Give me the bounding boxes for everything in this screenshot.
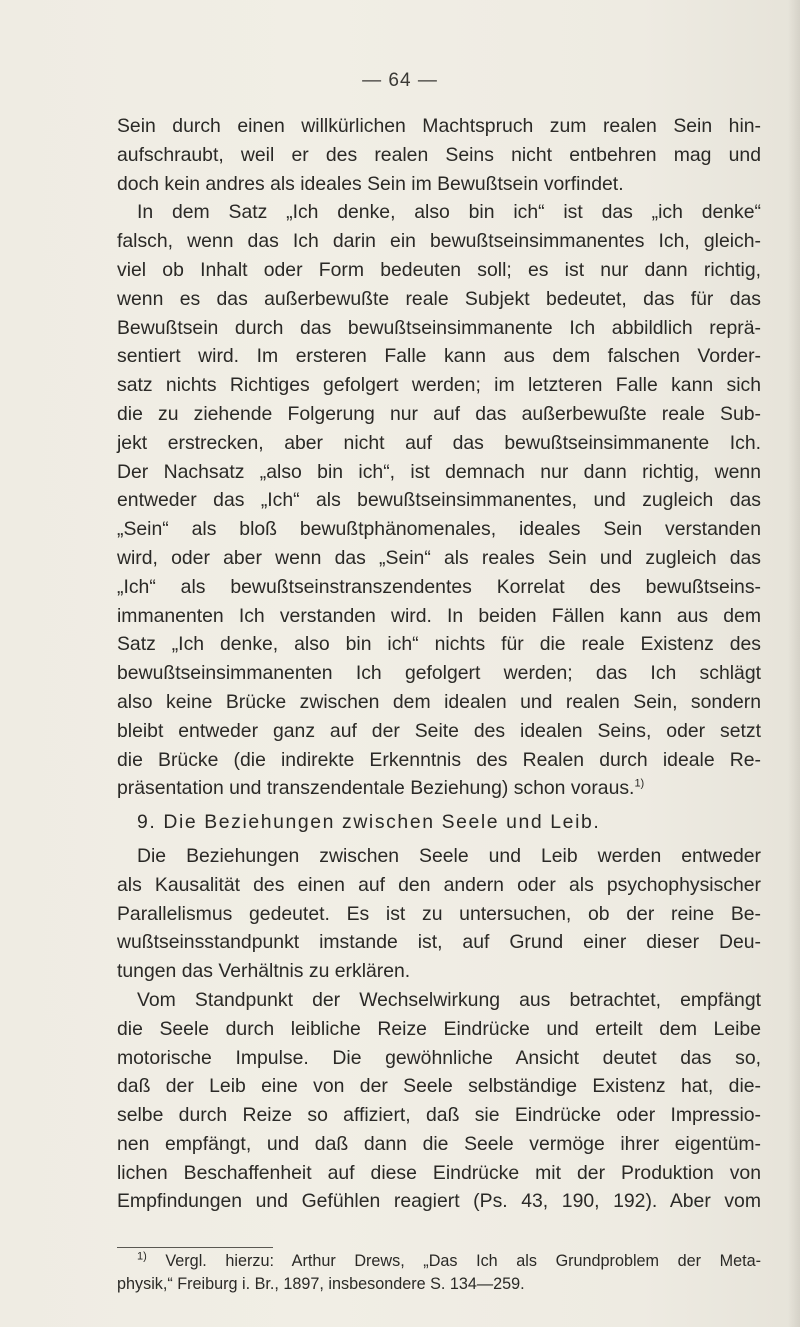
text-line: Parallelismus gedeutet. Es ist zu untersuchen, ob der reine Be- (117, 902, 761, 925)
text-line: bleibt entweder ganz auf der Seite des idealen Seins, oder setzt (117, 719, 761, 742)
text-line: aufschraubt, weil er des realen Seins nicht entbehren mag und (117, 143, 761, 166)
text-line: immanenten Ich verstanden wird. In beiden Fällen kann aus dem (117, 604, 761, 627)
page-number: — 64 — (362, 70, 438, 91)
footnote (117, 1250, 761, 1296)
text-line: Bewußtsein durch das bewußtseinsimmanente Ich abbildlich reprä- (117, 316, 761, 339)
text-line: Empfindungen und Gefühlen reagiert (Ps. 43, 190, 192). Aber vom (117, 1190, 761, 1213)
text-line: nen empfängt, und daß dann die Seele vermöge ihrer eigentüm- (117, 1132, 761, 1155)
text-line: daß der Leib eine von der Seele selbständige Existenz hat, die- (117, 1075, 761, 1098)
footnote-line (117, 1250, 761, 1273)
text-line-content: präsentation und transzendentale Beziehung) schon voraus. (117, 777, 635, 800)
text-line: wenn es das außerbewußte reale Subjekt bedeutet, das für das (117, 287, 761, 310)
text-line: bewußtseinsimmanenten Ich gefolgert werden; das Ich schlägt (117, 662, 761, 685)
section-heading: 9. Die Beziehungen zwischen Seele und Leib. (137, 811, 601, 834)
text-line: doch kein andres als ideales Sein im Bewußtsein vorfindet. (117, 172, 624, 195)
main-text (117, 112, 761, 1216)
paragraph-start-line: Vom Standpunkt der Wechselwirkung aus betrachtet, empfängt (137, 988, 761, 1011)
text-line: satz nichts Richtiges gefolgert werden; im letzteren Falle kann sich (117, 374, 761, 397)
text-line: entweder das „Ich“ als bewußtseinsimmanentes, und zugleich das (117, 489, 761, 512)
text-line: wird, oder aber wenn das „Sein“ als reales Sein und zugleich das (117, 546, 761, 569)
footnote-divider (117, 1247, 273, 1248)
paragraph-start-line: In dem Satz „Ich denke, also bin ich“ ist das „ich denke“ (137, 201, 761, 224)
footnote-text: Vergl. hierzu: Arthur Drews, „Das Ich als Grundproblem der Meta- (165, 1252, 762, 1270)
text-line: sentiert wird. Im ersteren Falle kann aus dem falschen Vorder- (117, 345, 761, 368)
text-line: die Brücke (die indirekte Erkenntnis des Realen durch ideale Re- (117, 748, 761, 771)
text-line: selbe durch Reize so affiziert, daß sie Eindrücke oder Impressio- (117, 1104, 761, 1127)
text-line: lichen Beschaffenheit auf diese Eindrücke mit der Produktion von (117, 1161, 761, 1184)
text-line: „Ich“ als bewußtseinstranszendentes Korrelat des bewußtseins- (117, 575, 761, 598)
text-line: Satz „Ich denke, also bin ich“ nichts für die reale Existenz des (117, 633, 761, 656)
text-line: motorische Impulse. Die gewöhnliche Ansicht deutet das so, (117, 1046, 761, 1069)
text-line: wußtseinsstandpunkt imstande ist, auf Grund einer dieser Deu- (117, 931, 761, 954)
text-line: die Seele durch leibliche Reize Eindrücke und erteilt dem Leibe (117, 1017, 761, 1040)
text-line: Sein durch einen willkürlichen Machtspruch zum realen Sein hin- (117, 115, 761, 137)
text-line: „Sein“ als bloß bewußtphänomenales, ideales Sein verstanden (117, 518, 761, 541)
text-line: falsch, wenn das Ich darin ein bewußtseinsimmanentes Ich, gleich- (117, 230, 761, 253)
footnote-marker: 1) (137, 1250, 147, 1263)
footnote-reference: 1) (634, 777, 645, 790)
text-line-with-footnote-ref (117, 774, 761, 803)
paragraph-start-line: Die Beziehungen zwischen Seele und Leib werden entweder (137, 844, 761, 867)
text-line: die zu ziehende Folgerung nur auf das außerbewußte reale Sub- (117, 402, 761, 425)
text-line: jekt erstrecken, aber nicht auf das bewußtseinsimmanente Ich. (117, 431, 761, 454)
text-line: also keine Brücke zwischen dem idealen und realen Sein, sondern (117, 690, 761, 713)
text-line: als Kausalität des einen auf den andern oder als psychophysischer (117, 873, 761, 896)
text-line: viel ob Inhalt oder Form bedeuten soll; es ist nur dann richtig, (117, 258, 761, 281)
footnote-line: physik,“ Freiburg i. Br., 1897, insbesondere S. 134—259. (117, 1275, 525, 1293)
page-edge-shadow (788, 0, 800, 1327)
text-line: Der Nachsatz „also bin ich“, ist demnach nur dann richtig, wenn (117, 460, 761, 483)
text-line: tungen das Verhältnis zu erklären. (117, 960, 411, 983)
